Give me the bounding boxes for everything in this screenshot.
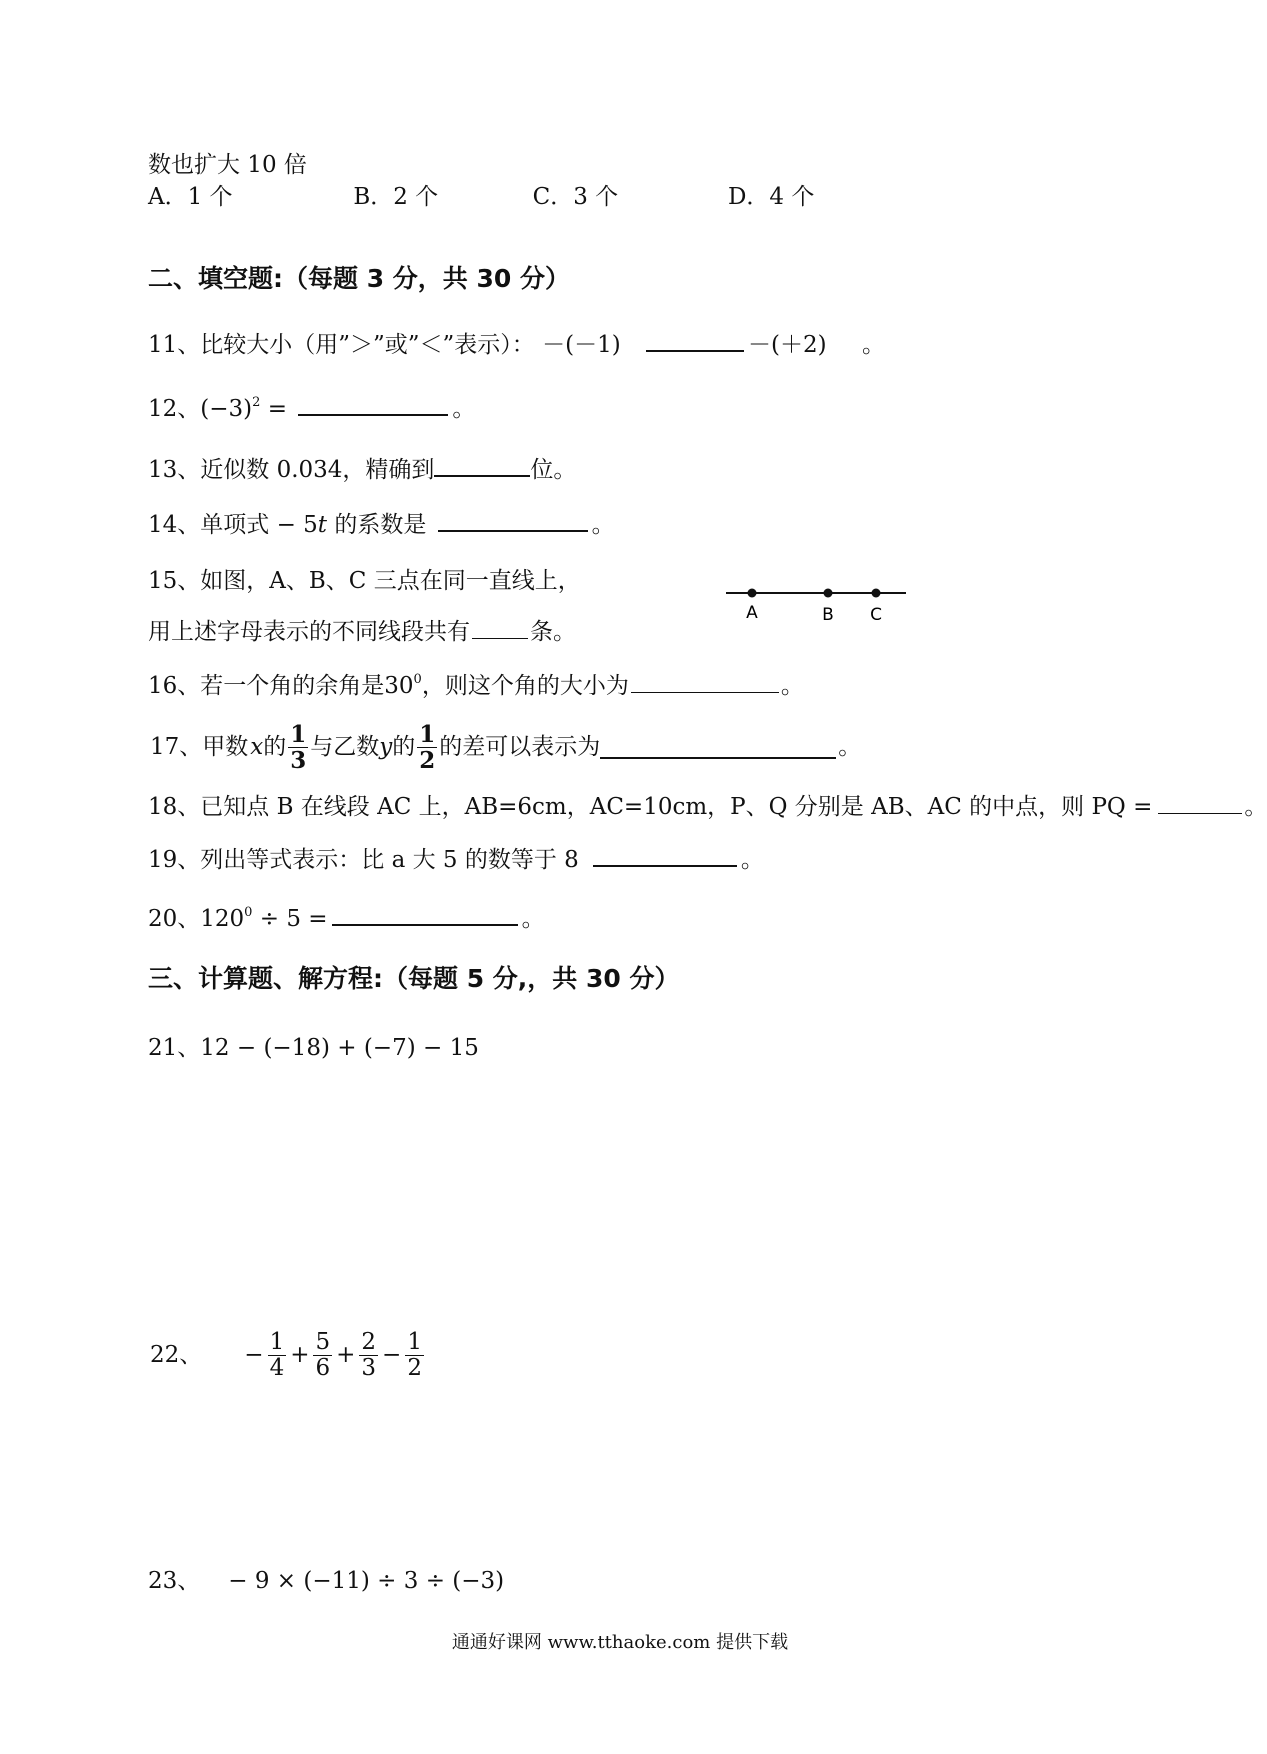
q17-de1: 的 — [263, 734, 287, 760]
q12-blank — [298, 394, 448, 416]
q18 — [148, 793, 1267, 822]
q11-prefix: 11、比较大小（用”＞”或”＜”表示）： — [148, 332, 535, 358]
q11-blank — [646, 330, 744, 352]
q17-frac2-den: 2 — [419, 747, 436, 775]
q13-blank — [434, 455, 530, 477]
q17-prefix: 17、甲数 — [150, 734, 249, 760]
q22-frac3-num: 2 — [361, 1329, 377, 1355]
q14-blank — [438, 510, 588, 532]
q14-var: t — [317, 512, 328, 538]
q20-blank — [332, 904, 518, 926]
q15-point-b — [824, 589, 833, 598]
q20-prefix: 20、120 — [148, 906, 245, 932]
q11 — [148, 330, 885, 360]
q16-end: 。 — [780, 673, 804, 699]
q22-frac4-num: 1 — [407, 1329, 422, 1355]
q12-base: (−3) — [200, 396, 253, 422]
q17-frac1-num: 1 — [290, 721, 307, 748]
q14-end: 。 — [591, 512, 615, 538]
q15-label-a: A — [746, 603, 758, 623]
q16-mid: ，则这个角的大小为 — [421, 673, 629, 699]
q11-end: 。 — [861, 332, 885, 358]
q10-options — [148, 184, 814, 212]
q22-frac4-den: 2 — [407, 1355, 422, 1382]
q19-end: 。 — [740, 847, 764, 873]
q10-option-b: B．2 个 — [353, 184, 439, 210]
q20-mid: ÷ 5 = — [252, 906, 328, 932]
q12 — [148, 394, 475, 424]
q22-fraction-3 — [359, 1330, 378, 1382]
q15-label-c: C — [870, 605, 882, 625]
q17 — [148, 722, 863, 774]
q17-blank — [600, 737, 836, 759]
q23 — [148, 1568, 504, 1596]
q22-prefix: 22、 — [150, 1342, 203, 1368]
q22-fraction-2 — [313, 1330, 332, 1382]
q21-prefix: 21、 — [148, 1035, 201, 1061]
q16-blank — [631, 672, 779, 693]
q22-frac2-den: 6 — [315, 1355, 331, 1382]
q20 — [148, 904, 545, 934]
q22-frac1-num: 1 — [269, 1329, 285, 1355]
q23-prefix: 23、 — [148, 1568, 201, 1594]
q14-prefix: 14、单项式 − 5 — [148, 512, 318, 538]
q17-fraction-2 — [417, 722, 437, 774]
footer: 通通好课网 www.tthaoke.com 提供下载 — [451, 1632, 789, 1653]
q17-fraction-1 — [288, 722, 308, 774]
q14 — [148, 510, 615, 540]
q19 — [148, 845, 764, 875]
q23-expr: − 9 × (−11) ÷ 3 ÷ (−3) — [228, 1568, 505, 1594]
q21-expr: 12 − (−18) + (−7) − 15 — [200, 1035, 479, 1061]
q22-frac3-den: 3 — [361, 1355, 377, 1382]
q11-right: －(＋2) — [748, 332, 827, 358]
q16-exp: 0 — [413, 672, 422, 687]
q10-option-d: D．4 个 — [727, 184, 815, 210]
q10-option-c: C．3 个 — [532, 184, 619, 210]
q15-line2-prefix: 用上述字母表示的不同线段共有 — [148, 619, 470, 645]
q22-sign-2: + — [290, 1342, 310, 1368]
q17-var-y: y — [379, 734, 393, 760]
q21 — [148, 1035, 479, 1063]
q22-sign-1: − — [244, 1342, 264, 1368]
q17-var-x: x — [250, 734, 264, 760]
q17-frac1-den: 3 — [290, 747, 307, 775]
q15-point-c — [872, 589, 881, 598]
q17-frac2-num: 1 — [419, 721, 436, 748]
q20-end: 。 — [521, 906, 545, 932]
q16 — [148, 672, 804, 701]
q22-frac1-den: 4 — [269, 1355, 285, 1382]
q17-tail: 的差可以表示为 — [439, 734, 601, 760]
q17-de2: 的 — [392, 734, 416, 760]
q13 — [148, 455, 576, 485]
q15-figure — [720, 582, 920, 630]
q10-option-a: A．1 个 — [148, 184, 233, 210]
q15-line2 — [148, 618, 576, 647]
q17-mid: 与乙数 — [310, 734, 380, 760]
q20-exp: 0 — [244, 905, 253, 920]
q22-sign-3: + — [336, 1342, 356, 1368]
q22-fraction-4 — [405, 1330, 424, 1382]
q22 — [148, 1330, 426, 1382]
q15-line1: 15、如图，A、B、C 三点在同一直线上， — [148, 568, 581, 594]
q13-prefix: 13、近似数 0.034，精确到 — [148, 457, 435, 483]
q18-blank — [1158, 793, 1242, 814]
q19-blank — [593, 845, 737, 867]
q15-label-b: B — [822, 605, 834, 625]
q10-tail: 数也扩大 10 倍 — [148, 152, 307, 178]
section3-title: 三、计算题、解方程:（每题 5 分,，共 30 分） — [148, 964, 680, 993]
section2-title: 二、填空题:（每题 3 分，共 30 分） — [148, 264, 570, 293]
q22-frac2-num: 5 — [315, 1329, 331, 1355]
q12-eq: = — [260, 396, 288, 422]
q15-blank — [472, 618, 528, 639]
q18-end: 。 — [1244, 794, 1267, 820]
q15-point-a — [748, 589, 757, 598]
q16-prefix: 16、若一个角的余角是30 — [148, 673, 414, 699]
q12-end: 。 — [452, 396, 476, 422]
q22-fraction-1 — [268, 1330, 287, 1382]
q12-exp: 2 — [252, 395, 261, 410]
q12-prefix: 12、 — [148, 396, 201, 422]
q18-text: 18、已知点 B 在线段 AC 上，AB=6cm，AC=10cm，P、Q 分别是 AB、AC 的中点，则 PQ = — [148, 794, 1153, 820]
q19-prefix: 19、列出等式表示：比 a 大 5 的数等于 8 — [148, 847, 579, 873]
q13-end: 位。 — [530, 457, 577, 483]
q22-sign-4: − — [382, 1342, 402, 1368]
q15-line2-end: 条。 — [530, 619, 576, 645]
q14-mid: 的系数是 — [327, 512, 427, 538]
q17-end: 。 — [838, 734, 862, 760]
q11-left: －(－1) — [542, 332, 621, 358]
